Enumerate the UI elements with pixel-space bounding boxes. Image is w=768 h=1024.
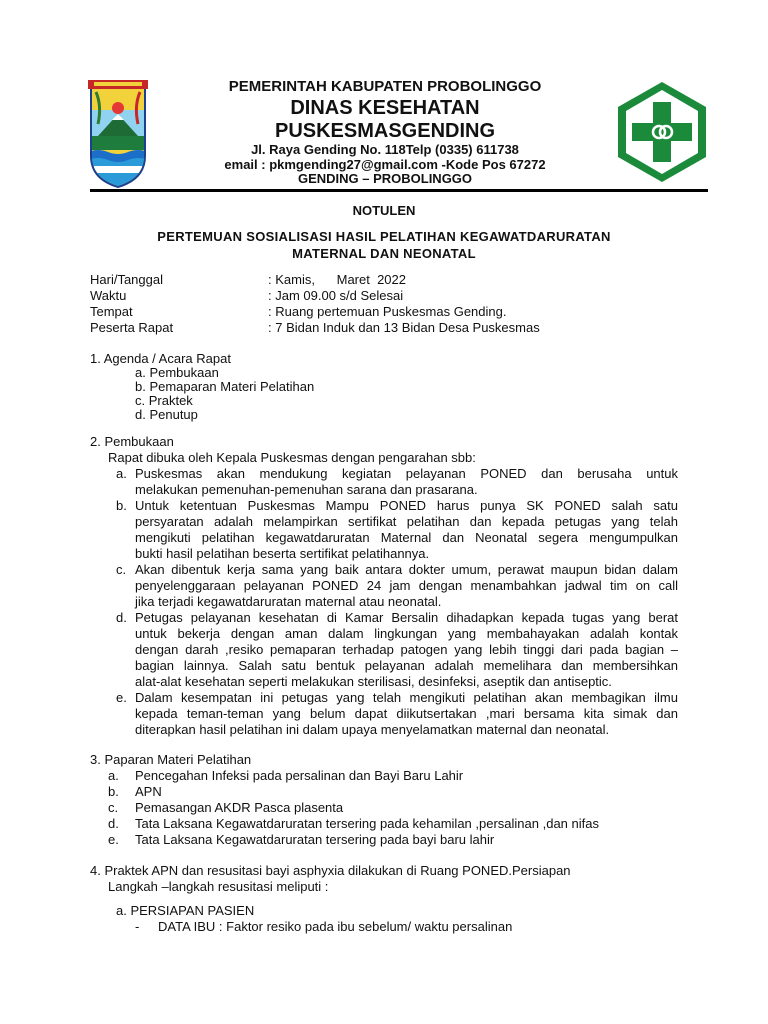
meta-label: Hari/Tanggal xyxy=(90,272,163,287)
list-marker: b. xyxy=(116,498,127,513)
dash-marker: - xyxy=(135,919,140,934)
list-item: Pencegahan Infeksi pada persalinan dan Bayi Baru Lahir xyxy=(135,768,464,783)
paragraph-line: mengikuti pelatihan kegawatdaruratan Maternal dan Neonatal segera mengumpulkan xyxy=(135,530,678,545)
list-item: d. Penutup xyxy=(135,407,198,422)
list-marker: d. xyxy=(116,610,127,625)
paragraph-line: Puskesmas akan mendukung kegiatan pelayanan PONED dan berusaha untuk xyxy=(135,466,678,481)
paragraph-line: kepada teman-teman yang belum dapat diikutsertakan ,mari bersama kita simak dan xyxy=(135,706,678,721)
meta-row-time xyxy=(90,288,403,303)
list-item: Tata Laksana Kegawatdaruratan tersering pada kehamilan ,persalinan ,dan nifas xyxy=(135,816,599,831)
section-heading: 3. Paparan Materi Pelatihan xyxy=(90,752,252,767)
document-subtitle-line2: MATERNAL DAN NEONATAL xyxy=(292,246,476,261)
letterhead-divider xyxy=(90,189,708,192)
list-item: Pemasangan AKDR Pasca plasenta xyxy=(135,800,344,815)
meta-value: : Kamis, Maret 2022 xyxy=(268,272,406,287)
list-marker: d. xyxy=(108,816,119,831)
paragraph-line: melakukan pemenuhan-pemenuhan sarana dan prasarana. xyxy=(135,482,478,497)
list-marker: a. xyxy=(116,466,127,481)
meta-row-date xyxy=(90,272,406,287)
meta-value: : 7 Bidan Induk dan 13 Bidan Desa Puskesmas xyxy=(268,320,540,335)
paragraph-line: Untuk ketentuan Puskesmas Mampu PONED harus punya SK PONED salah satu xyxy=(135,498,678,513)
list-item: b. Pemaparan Materi Pelatihan xyxy=(135,379,315,394)
meta-row-place xyxy=(90,304,506,319)
meta-label: Tempat xyxy=(90,304,133,319)
section-heading: 4. Praktek APN dan resusitasi bayi asphyxia dilakukan di Ruang PONED.Persiapan xyxy=(90,863,571,878)
sub-item: DATA IBU : Faktor resiko pada ibu sebelum/ waktu persalinan xyxy=(158,919,513,934)
email-line: email : pkmgending27@gmail.com -Kode Pos 67272 xyxy=(224,157,546,172)
paragraph-line: jika terjadi kegawatdaruratan maternal atau neonatal. xyxy=(135,594,442,609)
list-item: APN xyxy=(135,784,162,799)
list-item: c. Praktek xyxy=(135,393,193,408)
section-text: Langkah –langkah resusitasi meliputi : xyxy=(108,879,329,894)
document-subtitle-line1: PERTEMUAN SOSIALISASI HASIL PELATIHAN KEGAWATDARURATAN xyxy=(157,229,611,244)
paragraph-line: alat-alat kesehatan seperti melakukan sterilisasi, desinfeksi, aseptik dan antiseptic. xyxy=(135,674,612,689)
list-marker: c. xyxy=(108,800,119,815)
puskesmas-name: PUSKESMASGENDING xyxy=(274,120,496,142)
list-marker: c. xyxy=(116,562,127,577)
section-intro: Rapat dibuka oleh Kepala Puskesmas dengan pengarahan sbb: xyxy=(108,450,476,465)
list-marker: e. xyxy=(108,832,119,847)
meta-label: Waktu xyxy=(90,288,127,303)
section-heading: 2. Pembukaan xyxy=(90,434,174,449)
paragraph-line: dengan darah ,resiko pemaparan terhadap patogen yang lebih tinggi dari pada bagian – xyxy=(135,642,678,657)
meta-row-participants xyxy=(90,320,540,335)
list-marker: b. xyxy=(108,784,119,799)
section-heading: 1. Agenda / Acara Rapat xyxy=(90,351,231,366)
paragraph-line: bagian lainnya. Salah satu bentuk pelayanan adalah memelihara dan membersihkan xyxy=(135,658,678,673)
paragraph-line: Akan dibentuk kerja sama yang baik antara dokter umum, perawat maupun bidan dalam xyxy=(135,562,678,577)
meta-value: : Jam 09.00 s/d Selesai xyxy=(268,288,404,303)
list-item: Tata Laksana Kegawatdaruratan tersering pada bayi baru lahir xyxy=(135,832,495,847)
paragraph-line: Petugas pelayanan kesehatan di Kamar Bersalin dihadapkan kepada tugas yang berat xyxy=(135,610,678,625)
list-marker: a. xyxy=(108,768,119,783)
meta-value: : Ruang pertemuan Puskesmas Gending. xyxy=(268,304,507,319)
paragraph-line: bukti hasil pelatihan beserta sertifikat pelatihannya. xyxy=(135,546,430,561)
list-marker: e. xyxy=(116,690,127,705)
puskesmas-logo xyxy=(616,80,708,184)
address-line: Jl. Raya Gending No. 118Telp (0335) 611738 xyxy=(251,142,519,157)
paragraph-line: penyelenggaraan pelayanan PONED 24 jam dengan menambahkan jadwal tim on call xyxy=(135,578,678,593)
paragraph-line: untuk bekerja dengan aman dalam lingkungan yang membahayakan adalah kontak xyxy=(135,626,678,641)
paragraph-line: Dalam kesempatan ini petugas yang telah mengikuti pelatihan akan membagikan ilmu xyxy=(135,690,678,705)
list-item: a. Pembukaan xyxy=(135,365,219,380)
sub-heading: a. PERSIAPAN PASIEN xyxy=(116,903,255,918)
city-line: GENDING – PROBOLINGGO xyxy=(297,171,473,186)
meta-label: Peserta Rapat xyxy=(90,320,174,335)
department-name: DINAS KESEHATAN xyxy=(290,97,480,119)
government-name: PEMERINTAH KABUPATEN PROBOLINGGO xyxy=(228,78,542,95)
regency-emblem-logo xyxy=(88,80,148,188)
document-title: NOTULEN xyxy=(352,203,416,218)
paragraph-line: persyaratan adalah melampirkan sertifikat pelatihan dan kepada petugas yang telah xyxy=(135,514,678,529)
paragraph-line: diterapkan hasil pelatihan ini dalam upaya menyelamatkan maternal dan neonatal. xyxy=(135,722,610,737)
